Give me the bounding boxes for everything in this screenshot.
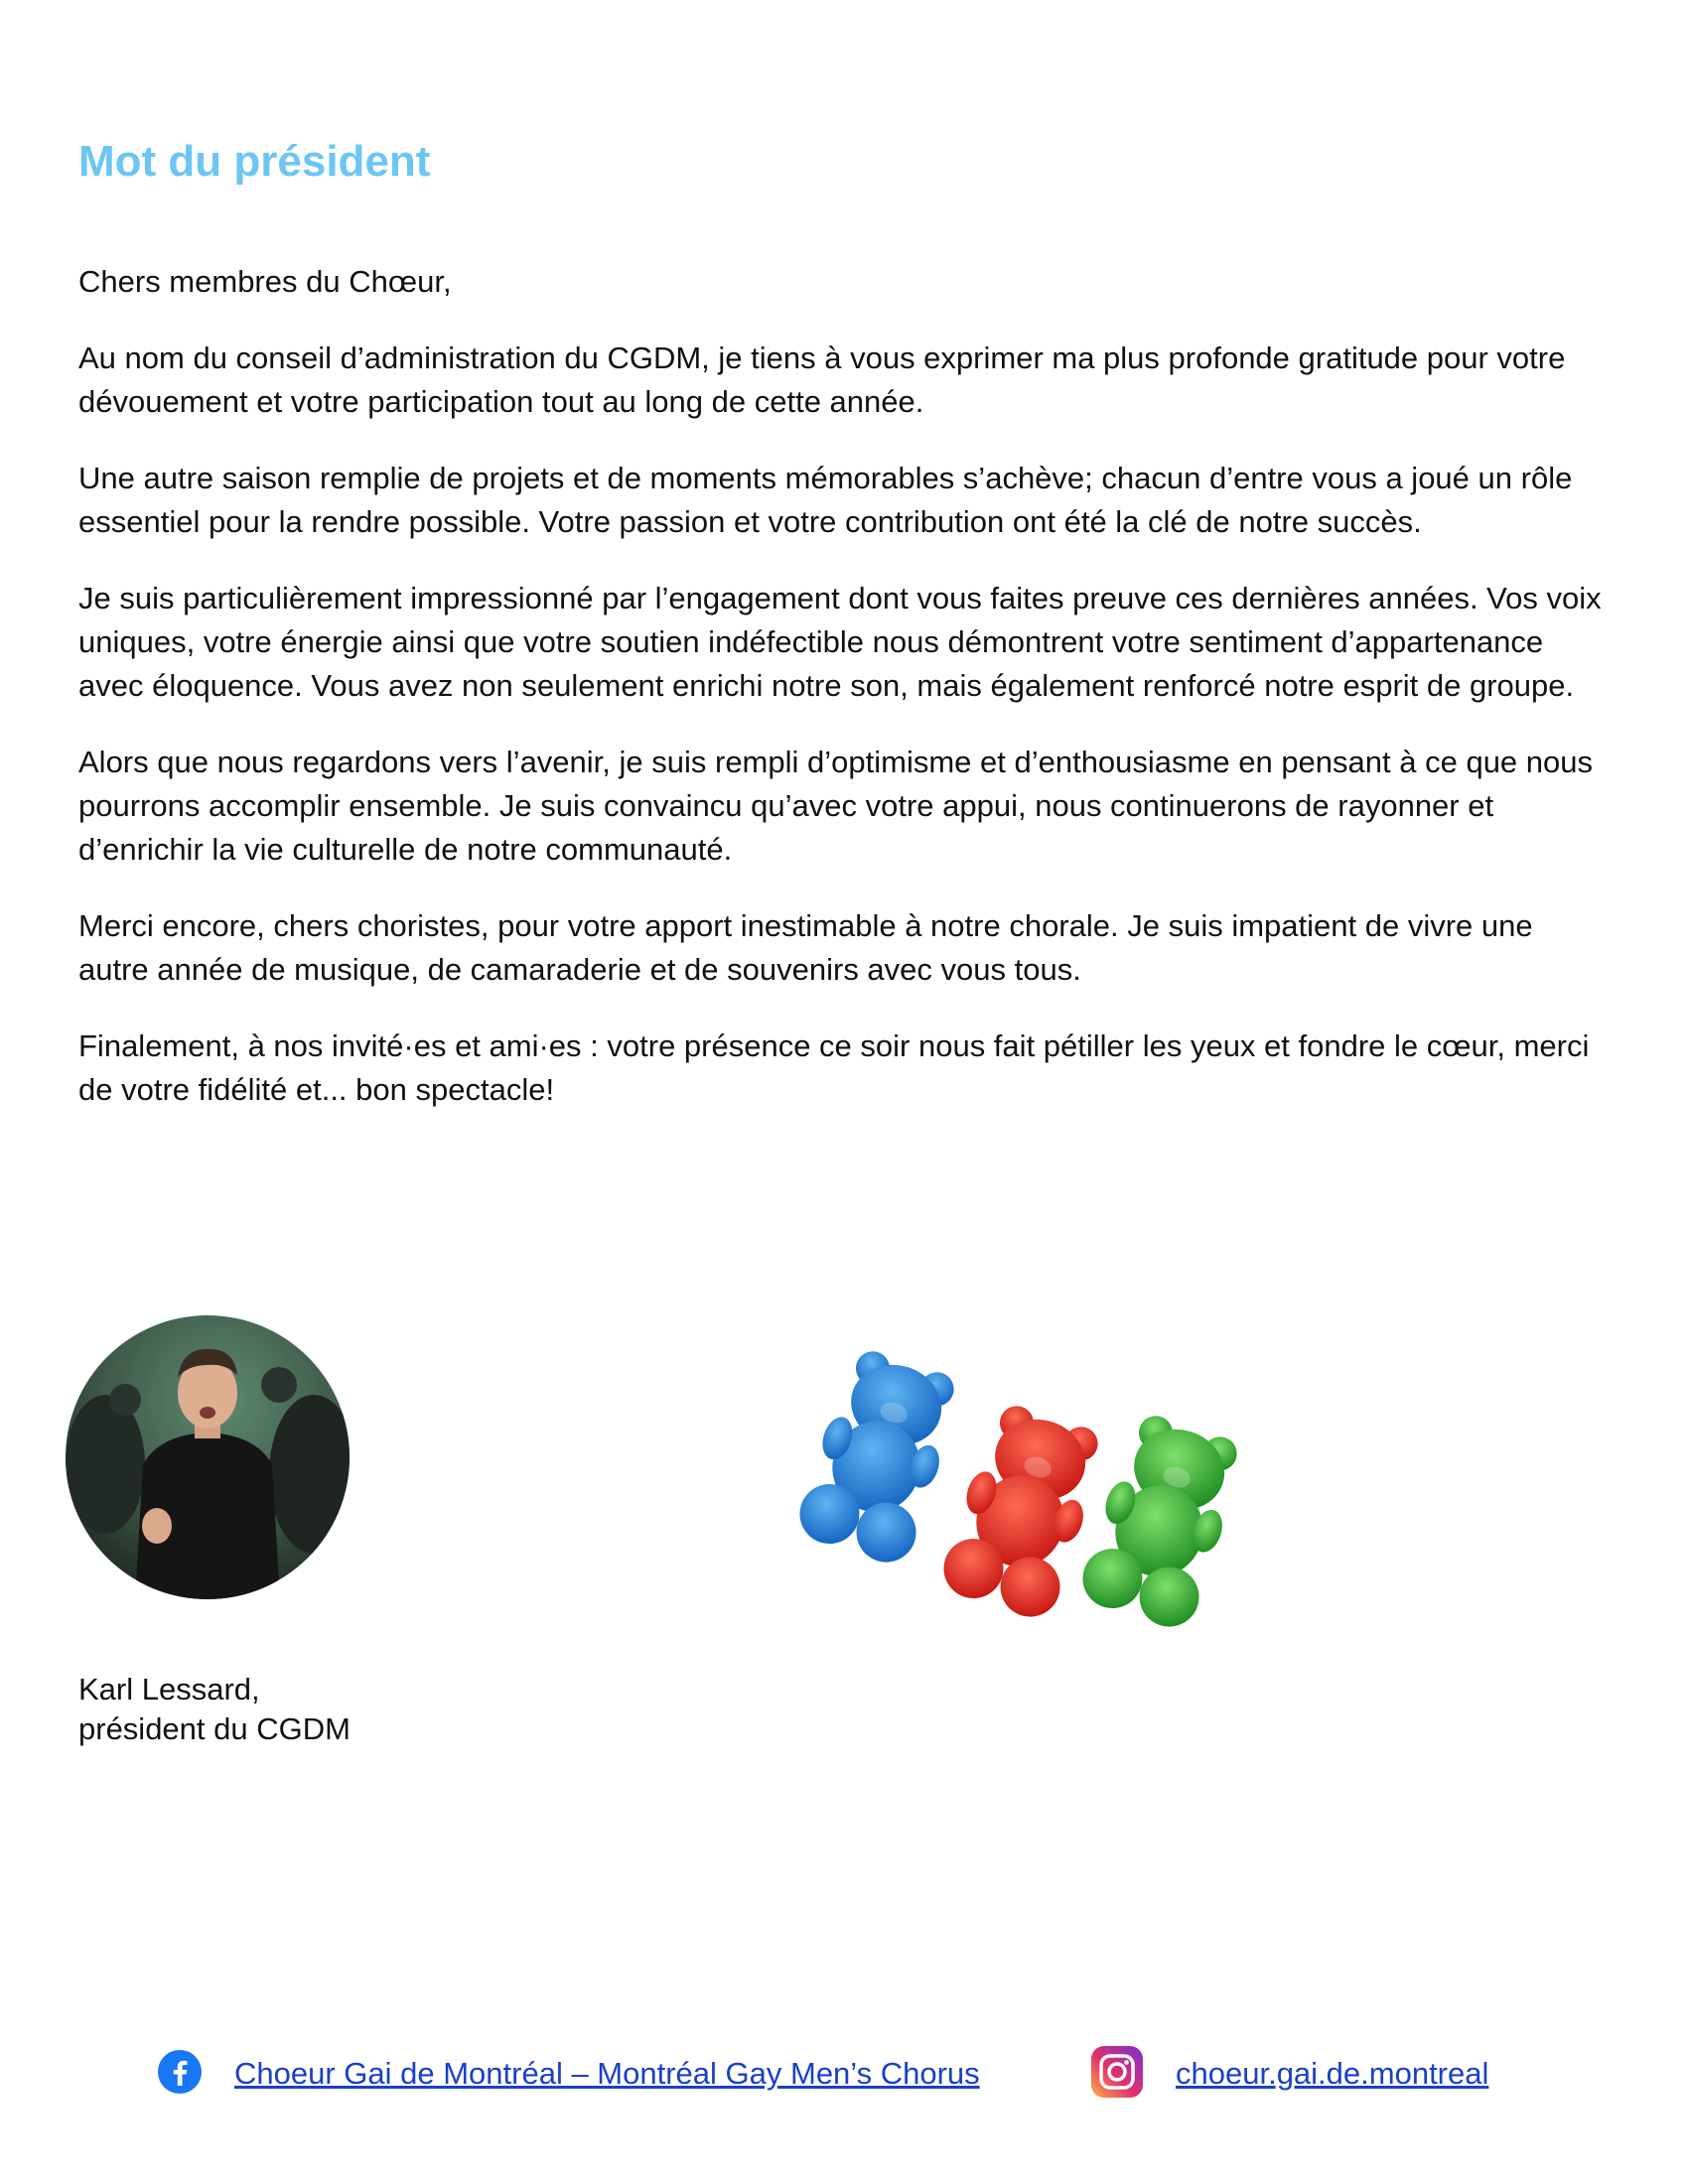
page-title: Mot du président bbox=[78, 137, 431, 186]
facebook-icon[interactable] bbox=[157, 2049, 203, 2100]
instagram-icon[interactable] bbox=[1090, 2045, 1144, 2104]
facebook-link-group bbox=[157, 2047, 980, 2101]
facebook-link[interactable]: Choeur Gai de Montréal – Montréal Gay Men’s Chorus bbox=[234, 2056, 980, 2091]
letter-paragraph: Au nom du conseil d’administration du CGDM, je tiens à vous exprimer ma plus profonde gratitude pour votre dévouement et votre participation tout au long de cette année. bbox=[78, 341, 1566, 419]
instagram-link-group bbox=[1090, 2047, 1488, 2101]
signature-name: Karl Lessard, bbox=[78, 1672, 260, 1706]
letter-paragraph: Une autre saison remplie de projets et de moments mémorables s’achève; chacun d’entre vous a joué un rôle essentiel pour la rendre possible. Votre passion et votre contribution ont été la clé de notre succès. bbox=[78, 461, 1573, 539]
signature-role: président du CGDM bbox=[78, 1711, 351, 1746]
letter-body bbox=[78, 260, 1608, 1145]
letter-paragraph: Alors que nous regardons vers l’avenir, je suis rempli d’optimisme et d’enthousiasme en pensant à ce que nous pourrons accomplir ensemble. Je suis convaincu qu’avec votre appui, nous continuerons de rayonner et d’enrichir la vie culturelle de notre communauté. bbox=[78, 745, 1594, 867]
letter-paragraph: Merci encore, chers choristes, pour votre apport inestimable à notre chorale. Je suis impatient de vivre une autre année de musique, de camaraderie et de souvenirs avec vous tous. bbox=[78, 908, 1533, 987]
gummy-bears-image bbox=[780, 1302, 1257, 1660]
signature bbox=[78, 1670, 351, 1749]
president-portrait bbox=[66, 1315, 350, 1599]
letter-paragraph: Finalement, à nos invité·es et ami·es : votre présence ce soir nous fait pétiller les yeux et fondre le cœur, merci de votre fidélité et... bon spectacle! bbox=[78, 1028, 1590, 1107]
letter-salutation: Chers membres du Chœur, bbox=[78, 264, 452, 299]
letter-paragraph: Je suis particulièrement impressionné par l’engagement dont vous faites preuve ces dernières années. Vos voix uniques, votre énergie ainsi que votre soutien indéfectible nous démontrent votre sentiment d’appartenance avec éloquence. Vous avez non seulement enrichi notre son, mais également renforcé notre esprit de groupe. bbox=[78, 581, 1602, 703]
instagram-link[interactable]: choeur.gai.de.montreal bbox=[1176, 2056, 1489, 2091]
